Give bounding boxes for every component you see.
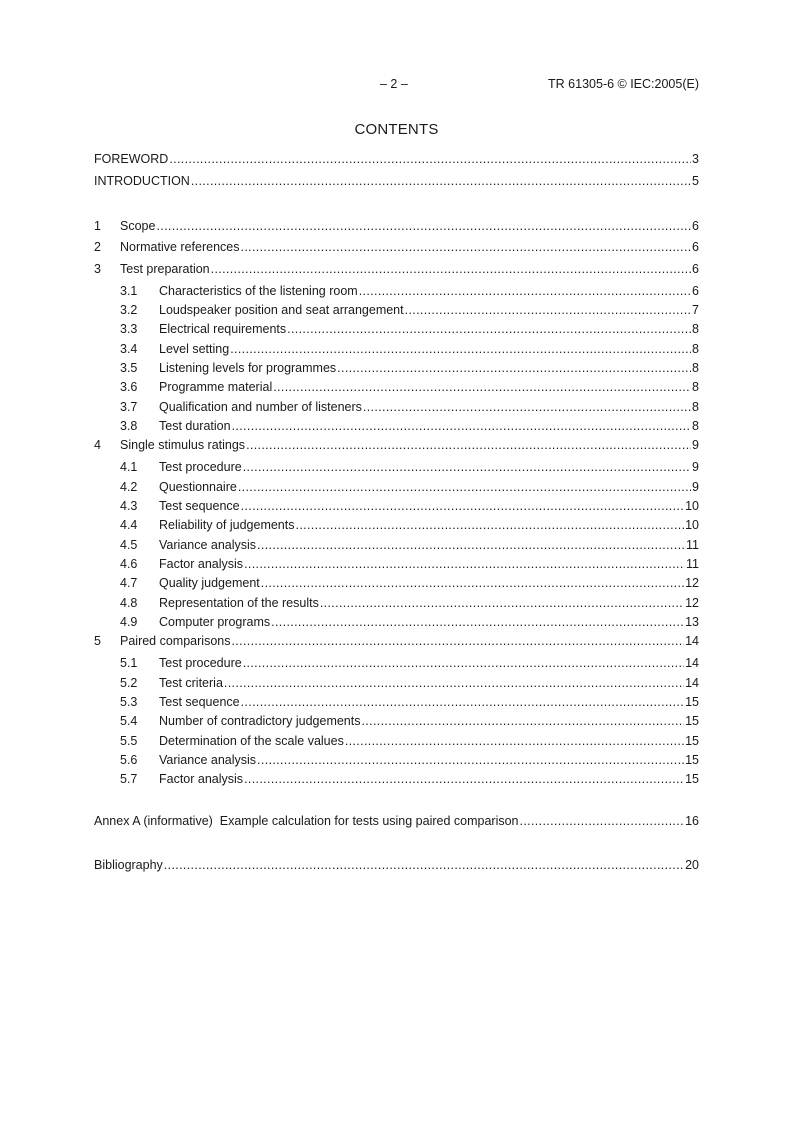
dot-leader <box>238 480 691 494</box>
dot-leader <box>246 438 691 452</box>
toc-section-number: 4.7 <box>120 576 138 590</box>
toc-section-number: 5.4 <box>120 714 138 728</box>
toc-section-number: 5.2 <box>120 676 138 690</box>
toc-page-number: 15 <box>685 714 699 728</box>
toc-page-number: 8 <box>692 322 699 336</box>
dot-leader <box>164 858 684 872</box>
toc-entry-4-1[interactable] <box>94 460 699 477</box>
toc-section-number: 4.8 <box>120 596 138 610</box>
dot-leader <box>261 576 684 590</box>
dot-leader <box>296 518 685 532</box>
toc-entry-5-3[interactable] <box>94 695 699 712</box>
toc-page-number: 10 <box>685 518 699 532</box>
toc-entry-text: Annex A (informative) Example calculation for tests using paired comparison <box>94 814 519 828</box>
toc-entry-text: Quality judgement <box>159 576 260 590</box>
dot-leader <box>337 361 691 375</box>
toc-entry-text: Factor analysis <box>159 557 244 571</box>
toc-entry-4-2[interactable] <box>94 480 699 497</box>
toc-entry-text: Normative references <box>120 240 240 254</box>
toc-entry-text: Factor analysis <box>159 772 244 786</box>
toc-section-number: 5.7 <box>120 772 138 786</box>
dot-leader <box>232 419 691 433</box>
toc-section-number: 3.4 <box>120 342 138 356</box>
toc-section-number: 5.6 <box>120 753 138 767</box>
toc-page-number: 6 <box>692 240 699 254</box>
toc-entry-5-6[interactable] <box>94 753 699 770</box>
toc-entry-5-1[interactable] <box>94 656 699 673</box>
toc-section-number: 5.5 <box>120 734 138 748</box>
toc-section-number: 3 <box>94 262 101 276</box>
toc-entry-4[interactable] <box>94 438 699 455</box>
toc-page-number: 16 <box>685 814 699 828</box>
toc-section-number: 3.1 <box>120 284 138 298</box>
toc-entry-text: Programme material <box>159 380 273 394</box>
toc-page-number: 5 <box>692 174 699 188</box>
dot-leader <box>244 772 684 786</box>
toc-entry-text: Loudspeaker position and seat arrangement <box>159 303 404 317</box>
toc-entry-5[interactable] <box>94 634 699 651</box>
document-reference: TR 61305-6 © IEC:2005(E) <box>548 77 699 91</box>
toc-page-number: 8 <box>692 361 699 375</box>
dot-leader <box>224 676 684 690</box>
dot-leader <box>211 262 691 276</box>
dot-leader <box>243 460 691 474</box>
toc-section-number: 4.9 <box>120 615 138 629</box>
toc-page-number: 8 <box>692 380 699 394</box>
toc-section-number: 3.8 <box>120 419 138 433</box>
toc-entry-2[interactable] <box>94 240 699 257</box>
toc-page-number: 10 <box>685 499 699 513</box>
toc-entry-annex-a[interactable] <box>94 814 699 831</box>
dot-leader <box>273 380 691 394</box>
toc-page-number: 15 <box>685 772 699 786</box>
toc-entry-introduction[interactable] <box>94 174 699 191</box>
dot-leader <box>231 634 684 648</box>
toc-entry-4-3[interactable] <box>94 499 699 516</box>
toc-section-number: 5 <box>94 634 101 648</box>
toc-entry-bibliography[interactable] <box>94 858 699 875</box>
toc-page-number: 15 <box>685 695 699 709</box>
toc-entry-text: Determination of the scale values <box>159 734 344 748</box>
toc-page-number: 3 <box>692 152 699 166</box>
toc-page-number: 7 <box>692 303 699 317</box>
toc-section-number: 4.2 <box>120 480 138 494</box>
dot-leader <box>156 219 691 233</box>
toc-entry-4-5[interactable] <box>94 538 699 555</box>
toc-page-number: 15 <box>685 734 699 748</box>
toc-page-number: 15 <box>685 753 699 767</box>
dot-leader <box>271 615 684 629</box>
toc-entry-3-3[interactable] <box>94 322 699 339</box>
toc-section-number: 5.3 <box>120 695 138 709</box>
dot-leader <box>520 814 685 828</box>
toc-entry-4-7[interactable] <box>94 576 699 593</box>
page-header <box>0 77 793 95</box>
toc-page-number: 6 <box>692 219 699 233</box>
page-title: CONTENTS <box>354 121 439 138</box>
toc-entry-text: Test criteria <box>159 676 223 690</box>
toc-page-number: 9 <box>692 460 699 474</box>
toc-entry-3-7[interactable] <box>94 400 699 417</box>
dot-leader <box>363 400 691 414</box>
dot-leader <box>241 499 684 513</box>
dot-leader <box>169 152 691 166</box>
dot-leader <box>405 303 691 317</box>
toc-entry-text: Variance analysis <box>159 753 257 767</box>
dot-leader <box>257 753 684 767</box>
toc-entry-3-4[interactable] <box>94 342 699 359</box>
toc-section-number: 3.6 <box>120 380 138 394</box>
toc-section-number: 3.2 <box>120 303 138 317</box>
toc-entry-text: Test procedure <box>159 656 242 670</box>
toc-section-number: 4.1 <box>120 460 138 474</box>
toc-page-number: 9 <box>692 480 699 494</box>
toc-entry-text: Characteristics of the listening room <box>159 284 358 298</box>
toc-page-number: 8 <box>692 400 699 414</box>
toc-entry-text: Test sequence <box>159 695 240 709</box>
toc-page-number: 12 <box>685 596 699 610</box>
toc-entry-text: FOREWORD <box>94 152 169 166</box>
toc-entry-text: Test preparation <box>120 262 210 276</box>
dot-leader <box>359 284 691 298</box>
dot-leader <box>243 656 684 670</box>
toc-page-number: 14 <box>685 656 699 670</box>
toc-entry-5-7[interactable] <box>94 772 699 789</box>
toc-page-number: 20 <box>685 858 699 872</box>
toc-page-number: 8 <box>692 419 699 433</box>
toc-page-number: 12 <box>685 576 699 590</box>
dot-leader <box>191 174 691 188</box>
toc-entry-text: Variance analysis <box>159 538 257 552</box>
toc-entry-text: Computer programs <box>159 615 271 629</box>
toc-page-number: 14 <box>685 676 699 690</box>
toc-section-number: 2 <box>94 240 101 254</box>
toc-page-number: 13 <box>685 615 699 629</box>
toc-entry-text: Single stimulus ratings <box>120 438 246 452</box>
toc-section-number: 3.5 <box>120 361 138 375</box>
toc-entry-4-4[interactable] <box>94 518 699 535</box>
toc-section-number: 1 <box>94 219 101 233</box>
toc-entry-text: Test sequence <box>159 499 240 513</box>
toc-entry-5-5[interactable] <box>94 734 699 751</box>
toc-entry-text: Level setting <box>159 342 230 356</box>
toc-page-number: 14 <box>685 634 699 648</box>
toc-entry-foreword[interactable] <box>94 152 699 169</box>
dot-leader <box>241 695 684 709</box>
toc-entry-text: Representation of the results <box>159 596 319 610</box>
toc-section-number: 4.6 <box>120 557 138 571</box>
toc-entry-3-6[interactable] <box>94 380 699 397</box>
toc-section-number: 4.4 <box>120 518 138 532</box>
dot-leader <box>241 240 692 254</box>
dot-leader <box>257 538 685 552</box>
toc-entry-text: Test duration <box>159 419 231 433</box>
toc-entry-5-4[interactable] <box>94 714 699 731</box>
toc-section-number: 3.3 <box>120 322 138 336</box>
dot-leader <box>361 714 684 728</box>
toc-page-number: 9 <box>692 438 699 452</box>
toc-entry-text: Paired comparisons <box>120 634 231 648</box>
toc-entry-text: Scope <box>120 219 156 233</box>
page-number: – 2 – <box>380 77 408 91</box>
toc-entry-4-8[interactable] <box>94 596 699 613</box>
toc-entry-4-9[interactable] <box>94 615 699 632</box>
toc-entry-text: Listening levels for programmes <box>159 361 337 375</box>
toc-entry-5-2[interactable] <box>94 676 699 693</box>
toc-section-number: 4 <box>94 438 101 452</box>
toc-entry-text: Electrical requirements <box>159 322 287 336</box>
dot-leader <box>345 734 684 748</box>
toc-section-number: 4.5 <box>120 538 138 552</box>
toc-section-number: 4.3 <box>120 499 138 513</box>
dot-leader <box>230 342 691 356</box>
toc-page-number: 6 <box>692 284 699 298</box>
toc-entry-text: Questionnaire <box>159 480 237 494</box>
toc-entry-text: Reliability of judgements <box>159 518 295 532</box>
toc-entry-text: Number of contradictory judgements <box>159 714 361 728</box>
toc-page-number: 6 <box>692 262 699 276</box>
toc-entry-3[interactable] <box>94 262 699 279</box>
toc-entry-3-5[interactable] <box>94 361 699 378</box>
dot-leader <box>320 596 684 610</box>
toc-page-number: 11 <box>686 538 699 552</box>
toc-page-number: 8 <box>692 342 699 356</box>
toc-section-number: 5.1 <box>120 656 138 670</box>
toc-entry-text: Test procedure <box>159 460 242 474</box>
dot-leader <box>287 322 691 336</box>
toc-entry-text: INTRODUCTION <box>94 174 190 188</box>
toc-entry-4-6[interactable] <box>94 557 699 574</box>
toc-entry-text: Qualification and number of listeners <box>159 400 362 414</box>
toc-entry-text: Bibliography <box>94 858 163 872</box>
toc-section-number: 3.7 <box>120 400 138 414</box>
toc-entry-3-8[interactable] <box>94 419 699 436</box>
toc-entry-3-1[interactable] <box>94 284 699 301</box>
dot-leader <box>244 557 685 571</box>
toc-page-number: 11 <box>686 557 699 571</box>
toc-entry-1[interactable] <box>94 219 699 236</box>
toc-entry-3-2[interactable] <box>94 303 699 320</box>
